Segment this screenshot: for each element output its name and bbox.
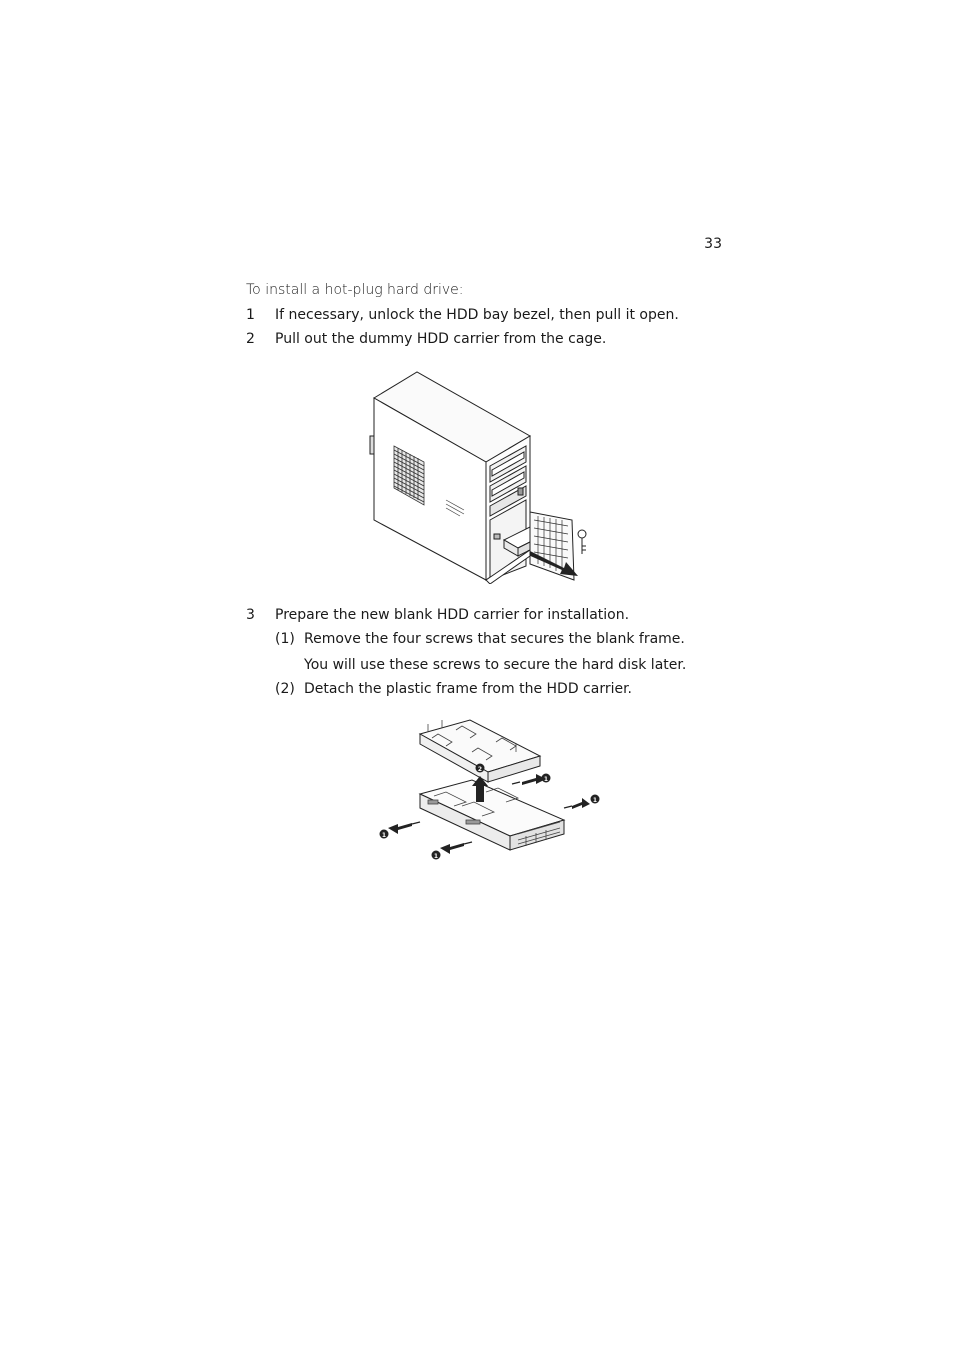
callout-1-label-b: 1 bbox=[592, 797, 598, 804]
step-1-text: If necessary, unlock the HDD bay bezel, then pull it open. bbox=[275, 307, 679, 323]
substep-1-note: You will use these screws to secure the hard disk later. bbox=[304, 657, 687, 673]
step-2-number: 2 bbox=[246, 331, 255, 347]
callout-2-label: 2 bbox=[477, 766, 483, 773]
substep-2-number: (2) bbox=[275, 681, 295, 697]
page-number: 33 bbox=[704, 236, 722, 252]
procedure-intro: To install a hot-plug hard drive: bbox=[246, 282, 464, 298]
figure-tower-hdd-bay bbox=[368, 370, 600, 584]
substep-1-number: (1) bbox=[275, 631, 295, 647]
substep-2-text: Detach the plastic frame from the HDD carrier. bbox=[304, 681, 633, 697]
step-1-number: 1 bbox=[246, 307, 255, 323]
callout-1-label-d: 1 bbox=[433, 853, 439, 860]
callout-1-label-c: 1 bbox=[381, 832, 387, 839]
figure-hdd-carrier-exploded bbox=[376, 716, 604, 866]
step-3-number: 3 bbox=[246, 607, 255, 623]
substep-1-text: Remove the four screws that secures the blank frame. bbox=[304, 631, 685, 647]
callout-1-label-a: 1 bbox=[543, 776, 549, 783]
step-2-text: Pull out the dummy HDD carrier from the cage. bbox=[275, 331, 607, 347]
step-3-text: Prepare the new blank HDD carrier for installation. bbox=[275, 607, 630, 623]
